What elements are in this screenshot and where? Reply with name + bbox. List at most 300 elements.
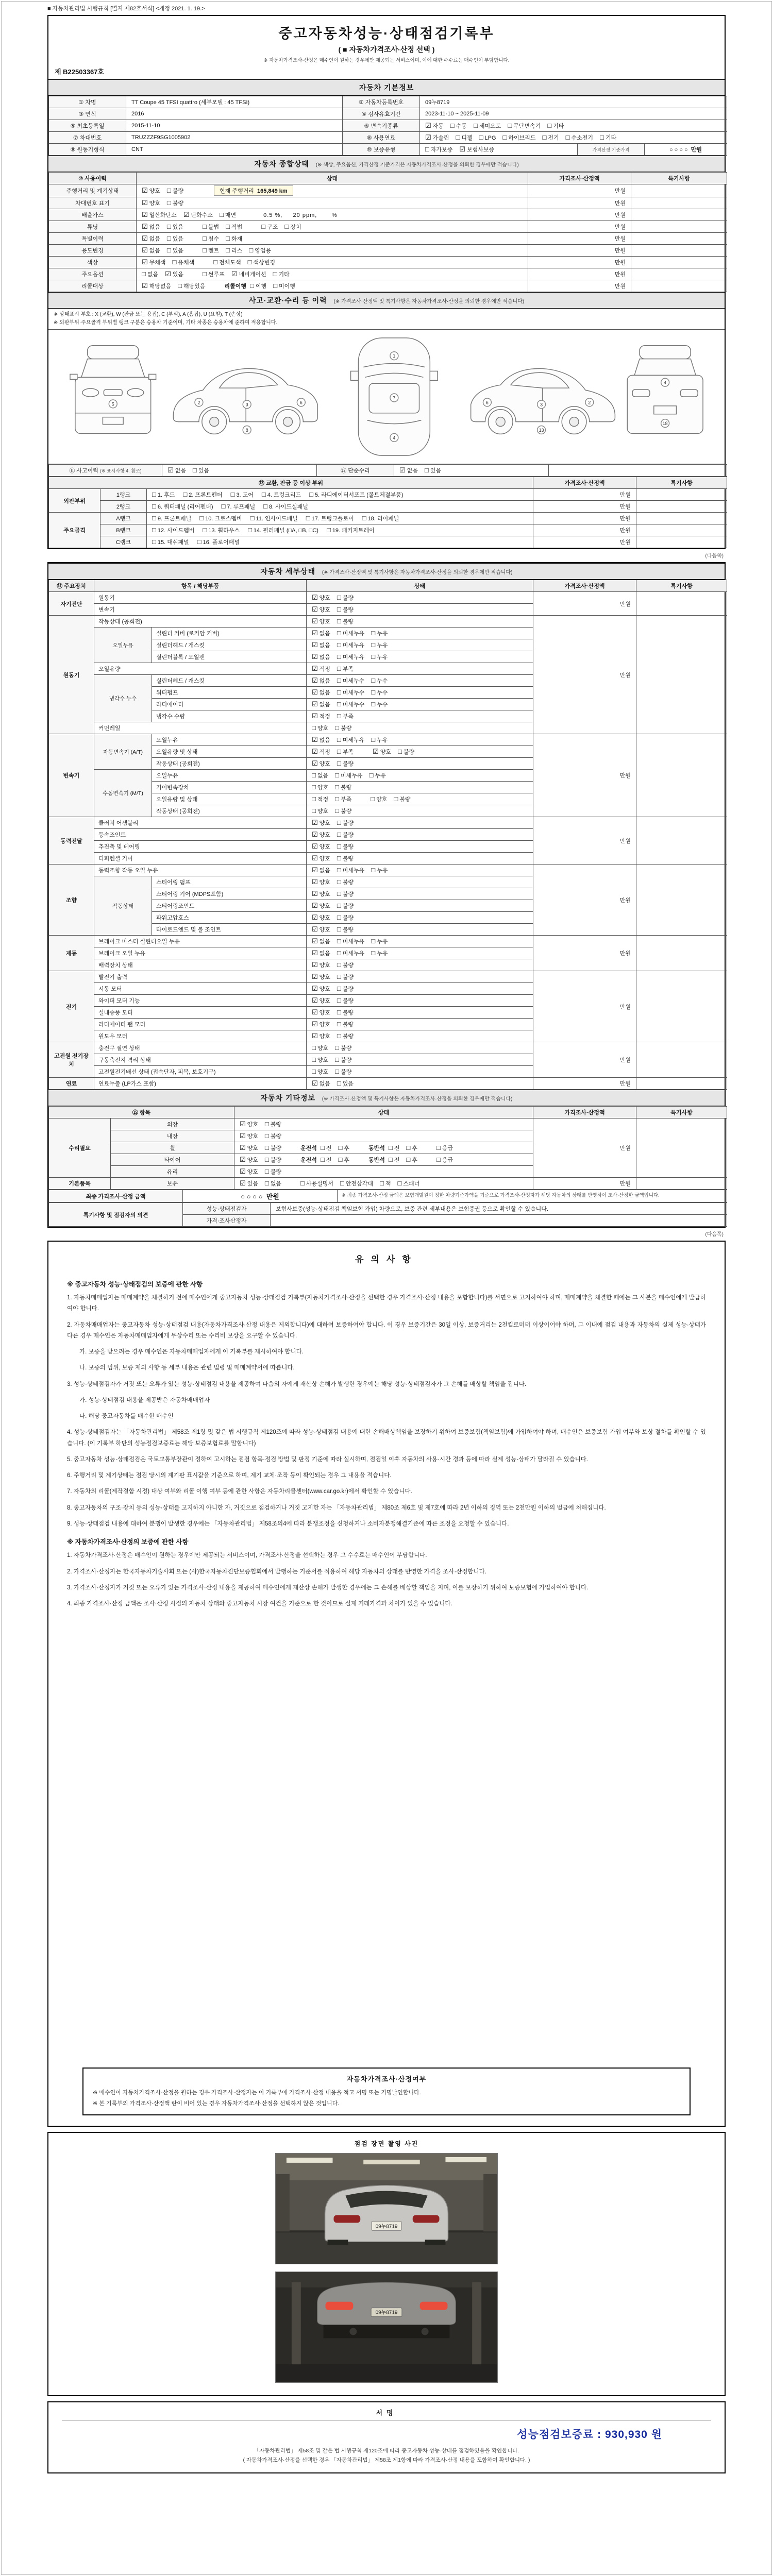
checkbox-option[interactable] [312,700,330,708]
checkbox-option[interactable] [240,1167,258,1176]
checkbox-option[interactable] [142,199,160,207]
option-group [203,270,296,278]
checkbox-option[interactable] [240,1120,258,1128]
checkbox-option[interactable] [399,466,418,474]
checkbox-option[interactable] [503,133,536,142]
checkbox-option[interactable] [167,466,186,474]
checkbox-option[interactable] [265,1179,281,1188]
checkbox-option[interactable] [369,771,386,779]
select-box-title: 자동차가격조사·산정여부 [346,2075,427,2083]
checkbox-option[interactable] [312,1032,330,1040]
checkbox-option[interactable] [566,133,593,142]
checkbox-option[interactable] [547,122,564,130]
checkbox-option[interactable] [203,246,219,255]
rank-label: B랭크 [100,524,147,536]
overall-row [49,245,727,257]
checkbox-option[interactable] [312,1008,330,1016]
checkbox-option[interactable] [380,1179,391,1188]
checkbox-option[interactable] [337,1032,354,1040]
checkbox-option[interactable] [226,246,242,255]
checkbox-option[interactable] [312,890,330,898]
checkbox-option[interactable] [183,490,222,499]
checkbox-option[interactable] [312,594,330,602]
checkbox-option[interactable] [321,1144,332,1152]
checkbox-option[interactable] [425,145,452,154]
row-label: 튜닝 [49,221,137,233]
checkbox-option[interactable] [312,937,330,945]
checkbox-option[interactable] [173,258,195,266]
checkbox-option[interactable] [327,526,375,534]
opinion-who-inspector: 성능·상태점검자 [183,1203,271,1215]
checkbox-option[interactable] [167,187,183,195]
item-label: 오일유량 및 상태 [152,793,307,805]
checkbox-option[interactable] [203,526,240,534]
unchecked-checkbox-icon: □ [337,605,341,613]
checkbox-option[interactable] [312,925,330,934]
checkbox-option[interactable] [265,1120,281,1128]
checkbox-label: 기타 [278,272,290,278]
checkbox-option[interactable] [312,665,330,673]
checkbox-option[interactable] [165,270,183,278]
checkbox-option[interactable] [543,133,559,142]
checkbox-option[interactable] [337,629,364,637]
unchecked-checkbox-icon: □ [172,258,177,266]
section-signature [47,2401,726,2473]
device-group: 원동기 [49,616,94,734]
checkbox-option[interactable] [450,122,467,130]
checkbox-option[interactable] [231,490,254,499]
svg-text:2: 2 [197,400,200,405]
checkbox-option[interactable] [394,795,410,803]
checkbox-option[interactable] [337,653,364,661]
checkbox-option[interactable] [337,854,354,862]
checkbox-option[interactable] [312,866,330,874]
checkbox-option[interactable] [203,223,219,231]
checkbox-option[interactable] [338,1156,349,1164]
checkbox-label: 양호 [317,1057,329,1063]
rank-items [147,524,533,536]
checkbox-option[interactable] [337,712,354,720]
checkbox-label: 매연 [225,212,237,218]
final-price-table [48,1190,727,1202]
sub-group: 자동변속기 (A/T) [94,734,152,770]
checkbox-option[interactable] [312,831,330,839]
checkbox-option[interactable] [240,1132,258,1140]
checkbox-option[interactable] [406,1144,417,1152]
checkbox-option[interactable] [312,854,330,862]
checkbox-option[interactable] [312,783,328,791]
checkbox-option[interactable] [321,1156,332,1164]
checkbox-label: 양호 [317,725,329,732]
checkbox-option[interactable] [312,1044,328,1052]
notes-item: 3. 성능·상태점검자가 거짓 또는 오류가 있는 성능·상태점검 내용을 제공하여 다음의 자에게 재산상 손해가 발생한 경우에는 해당 성능·상태점검자가 그 손해를 배상할 책임을 집니다. [67,1381,527,1387]
option-group [142,270,190,278]
checkbox-option[interactable] [371,676,388,685]
checkbox-option[interactable] [406,1156,417,1164]
checkbox-option[interactable] [248,526,318,534]
checkbox-option[interactable] [371,866,388,874]
checkbox-option[interactable] [312,1020,330,1028]
select-box-line: ※ 본 기록부의 가격조사·산정액 란이 비어 있는 경우 자동차가격조사·산정을 선택하지 않은 것입니다. [93,2100,340,2107]
checkbox-option[interactable] [337,973,354,981]
checkbox-option[interactable] [337,937,364,945]
checkbox-option[interactable] [312,842,330,851]
checkbox-option[interactable] [248,258,275,266]
checkbox-option[interactable] [389,1144,400,1152]
checkbox-option[interactable] [312,736,330,744]
unchecked-checkbox-icon: □ [199,514,204,522]
inspection-photo-2 [275,2272,498,2383]
checkbox-option[interactable] [373,748,391,756]
option-group [312,605,360,614]
section-overall-title: 자동차 종합상태 (※ 색상, 주요옵션, 가격산정 기준가격은 자동차가격조사·산정을 의뢰한 경우에만 적습니다) [48,156,725,172]
checkbox-option[interactable] [167,246,183,255]
checkbox-option[interactable] [312,949,330,957]
checkbox-option[interactable] [220,211,236,219]
checkbox-option[interactable] [335,807,351,815]
exchange-header-row [49,477,727,489]
checkbox-option[interactable] [371,688,388,697]
checkbox-option[interactable] [226,234,242,243]
checkbox-option[interactable] [459,145,494,154]
checkbox-option[interactable] [371,949,388,957]
checkbox-option[interactable] [335,783,351,791]
checkbox-option[interactable] [262,490,301,499]
unchecked-checkbox-icon: □ [424,466,429,474]
checkbox-option[interactable] [312,771,328,779]
panel-category: 외판부위 [49,489,100,513]
checkbox-label: 없음 [319,690,330,696]
checkbox-option[interactable] [337,759,354,768]
section-detail-title: 자동차 세부상태 (※ 가격조사·산정액 및 특기사항은 자동차가격조사·산정을 의뢰한 경우에만 적습니다) [48,563,725,580]
unchecked-checkbox-icon: □ [203,246,207,254]
checkbox-option[interactable] [240,1179,258,1188]
unchecked-checkbox-icon: □ [337,748,341,755]
checkbox-option[interactable] [249,246,271,255]
checkbox-option[interactable] [337,1079,354,1088]
checkbox-option[interactable] [312,605,330,614]
checkbox-option[interactable] [337,605,354,614]
checkbox-option[interactable] [337,866,364,874]
checkbox-option[interactable] [371,629,388,637]
checkbox-option[interactable] [337,617,354,625]
unchecked-checkbox-icon: □ [192,466,197,474]
unchecked-checkbox-icon: □ [337,949,341,957]
checkbox-label: 적정 [317,796,329,803]
rank-items [147,489,533,501]
checkbox-option[interactable] [425,133,449,142]
checkbox-option[interactable] [335,795,351,803]
checkbox-option[interactable] [167,223,183,231]
unchecked-checkbox-icon: □ [312,807,316,815]
item-label: 연료누출 (LP가스 포함) [94,1078,307,1090]
checkbox-option[interactable] [203,270,225,278]
checkbox-option[interactable] [398,748,414,756]
checkbox-option[interactable] [337,641,364,649]
unchecked-checkbox-icon: □ [337,1032,341,1040]
checkbox-option[interactable] [335,724,351,732]
checkbox-option[interactable] [312,748,330,756]
checkbox-option[interactable] [152,502,213,511]
option-group [142,223,190,231]
unchecked-checkbox-icon: □ [474,122,478,129]
checkbox-option[interactable] [167,234,183,243]
checkbox-option[interactable] [142,282,171,290]
checkbox-option[interactable] [338,1144,349,1152]
checkbox-option[interactable] [312,712,330,720]
checkbox-option[interactable] [362,514,399,522]
checkbox-label: LPG [484,135,496,141]
field-value: 2023-11-10 ~ 2025-11-09 [420,108,727,120]
checkbox-option[interactable] [337,890,354,898]
checkbox-option[interactable] [337,949,364,957]
price-cell: 만원 [533,1178,636,1190]
checkbox-option[interactable] [312,795,328,803]
checkbox-option[interactable] [312,1079,330,1088]
checkbox-option[interactable] [312,653,330,661]
option-group-title: 동반석 [368,1145,385,1151]
checkbox-option[interactable] [250,514,298,522]
detail-row [49,1178,727,1190]
checkbox-option[interactable] [508,122,541,130]
checkbox-label: 누수 [377,678,388,684]
item-label: 스티어링조인트 [152,900,307,912]
checkbox-option[interactable] [337,961,354,969]
checkbox-option[interactable] [250,282,266,290]
unchecked-checkbox-icon: □ [479,133,483,141]
checkbox-option[interactable] [398,1179,420,1188]
checkbox-option[interactable] [335,1044,351,1052]
checkbox-option[interactable] [371,937,388,945]
checkbox-option[interactable] [312,985,330,993]
checkbox-option[interactable] [335,771,362,779]
checkbox-label: 양호 [319,974,330,980]
checkbox-option[interactable] [312,617,330,625]
checkbox-option[interactable] [371,653,388,661]
unchecked-checkbox-icon: □ [226,246,230,254]
checkbox-option[interactable] [152,538,189,546]
checkbox-option[interactable] [167,199,183,207]
checkbox-option[interactable] [312,819,330,827]
checkbox-option[interactable] [265,1156,281,1164]
note-cell [631,233,727,245]
checkbox-option[interactable] [389,1156,400,1164]
checkbox-option[interactable] [340,1179,373,1188]
checkbox-label: 불량 [342,986,354,992]
checkbox-option[interactable] [273,282,295,290]
checkbox-label: 양호 [247,1145,258,1151]
unchecked-checkbox-icon: □ [547,122,552,129]
unchecked-checkbox-icon: □ [152,502,156,510]
checkbox-option[interactable] [436,1144,453,1152]
checkbox-label: 일산화탄소 [149,212,177,218]
checkbox-option[interactable] [337,985,354,993]
row-label: 리콜대상 [49,280,137,292]
checkbox-option[interactable] [142,234,160,243]
unchecked-checkbox-icon: □ [337,712,341,720]
rank-row [49,489,727,501]
checkbox-option[interactable] [425,466,441,474]
checkbox-option[interactable] [337,700,364,708]
checkbox-option[interactable] [337,1008,354,1016]
checkbox-option[interactable] [312,913,330,922]
checkbox-option[interactable] [312,996,330,1005]
checkbox-option[interactable] [142,258,166,266]
checkbox-option[interactable] [312,807,328,815]
item-label: 유리 [111,1166,234,1178]
checkbox-option[interactable] [142,270,158,278]
checkbox-option[interactable] [337,688,364,697]
checkbox-option[interactable] [335,1056,351,1064]
checkbox-option[interactable] [152,490,175,499]
checkbox-option[interactable] [312,961,330,969]
checkbox-option[interactable] [152,514,191,522]
rank-label: 2랭크 [100,501,147,513]
checkbox-option[interactable] [312,629,330,637]
item-label: 실린더헤드 / 개스킷 [152,675,307,687]
checkbox-option[interactable] [337,594,354,602]
checkbox-label: 양호 [247,1169,258,1175]
state-cell [307,900,533,912]
accident-history-label: ⑪ 사고이력 (※ 표시사항 4. 참조) [49,465,162,477]
checkbox-option[interactable] [312,1056,328,1064]
checkbox-option[interactable] [337,748,354,756]
checkbox-option[interactable] [152,526,194,534]
checkbox-option[interactable] [312,973,330,981]
checkbox-option[interactable] [312,878,330,886]
unchecked-checkbox-icon: □ [250,514,255,522]
option-group [142,282,212,290]
checkbox-option[interactable] [265,1132,281,1140]
checkbox-option[interactable] [312,902,330,910]
checked-checkbox-icon: ☑ [142,258,148,266]
checkbox-label: 양호 [319,962,330,969]
checkbox-option[interactable] [371,700,388,708]
checkbox-option[interactable] [183,211,213,219]
checked-checkbox-icon: ☑ [312,866,318,874]
checkbox-option[interactable] [337,878,354,886]
checkbox-option[interactable] [312,676,330,685]
checkbox-label: 응급 [442,1145,453,1151]
unchecked-checkbox-icon: □ [542,133,547,141]
checkbox-option[interactable] [337,902,354,910]
checkbox-option[interactable] [309,490,403,499]
checkbox-option[interactable] [312,641,330,649]
option-group [312,949,394,957]
checkbox-option[interactable] [337,665,354,673]
unchecked-checkbox-icon: □ [230,490,235,498]
checkbox-option[interactable] [337,1020,354,1028]
option-group [312,1056,358,1064]
checkbox-option[interactable] [371,641,388,649]
checkbox-option[interactable] [312,688,330,697]
checkbox-option[interactable] [337,676,364,685]
checkbox-option[interactable] [479,133,496,141]
notes-item: 2. 가격조사·산정자는 한국자동차기술사회 또는 (사)한국자동차진단보증협회에서 발행하는 기준서를 적용하여 해당 자동차의 상태를 반영한 가격을 조사·산정합니다. [67,1568,486,1575]
checkbox-label: 없음 [319,939,330,945]
checkbox-option[interactable] [142,187,160,195]
checkbox-option[interactable] [178,282,205,290]
checked-checkbox-icon: ☑ [165,270,171,278]
checkbox-option[interactable] [312,724,328,732]
checkbox-option[interactable] [284,223,301,231]
checkbox-option[interactable] [142,211,177,219]
checkbox-option[interactable] [240,1156,258,1164]
checkbox-option[interactable] [199,514,242,522]
checkbox-option[interactable] [265,1167,281,1176]
checkbox-label: 없음 [319,654,330,660]
checkbox-option[interactable] [261,223,278,231]
checkbox-option[interactable] [265,1144,281,1152]
checkbox-option[interactable] [273,270,290,278]
checkbox-label: 없음 [147,272,159,278]
checkbox-label: 불량 [342,619,354,625]
checkbox-label: 13. 휠하우스 [208,528,240,534]
basic-info-row [49,132,727,144]
checkbox-option[interactable] [312,759,330,768]
state-cell [307,734,533,746]
checkbox-option[interactable] [226,223,242,231]
checkbox-option[interactable] [193,466,209,474]
checkbox-option[interactable] [474,122,501,130]
checkbox-option[interactable] [337,842,354,851]
option-group [312,712,360,720]
overall-row [49,280,727,292]
unchecked-checkbox-icon: □ [450,122,455,129]
checkbox-option[interactable] [337,831,354,839]
checkbox-option[interactable] [371,736,388,744]
checkbox-option[interactable] [197,538,240,546]
checkbox-label: 하이브리드 [508,135,536,141]
checked-checkbox-icon: ☑ [312,676,318,684]
select-box-lines [93,2088,680,2109]
checkbox-option[interactable] [300,1179,333,1188]
checkbox-option[interactable] [213,258,241,266]
checkbox-option[interactable] [221,502,255,511]
checkbox-option[interactable] [337,996,354,1005]
checkbox-option[interactable] [337,913,354,922]
mileage-box: 현재 주행거리 165,849 km [214,185,293,196]
checkbox-label: 18. 리어패널 [367,516,399,522]
checkbox-option[interactable] [436,1156,453,1164]
checkbox-option[interactable] [263,502,308,511]
price-cell: 만원 [533,1078,636,1090]
checkbox-option[interactable] [306,514,354,522]
note-cell [631,221,727,233]
checkbox-option[interactable] [312,1067,328,1076]
checkbox-label: 누유 [377,868,388,874]
checkbox-label: 전 [326,1157,332,1163]
checkbox-option[interactable] [456,133,473,142]
checkbox-option[interactable] [142,246,160,255]
checkbox-option[interactable] [142,223,160,231]
item-label: 변속기 [94,604,307,616]
checkbox-label: 양호 [319,820,330,826]
checkbox-option[interactable] [337,925,354,934]
checkbox-option[interactable] [337,736,364,744]
rank-label: 1랭크 [100,489,147,501]
checkbox-option[interactable] [371,795,387,803]
checkbox-option[interactable] [335,1067,351,1076]
checkbox-option[interactable] [337,819,354,827]
checkbox-option[interactable] [240,1144,258,1152]
checkbox-option[interactable] [203,234,219,243]
checkbox-label: 불량 [340,808,352,815]
checkbox-option[interactable] [425,122,444,130]
unchecked-checkbox-icon: □ [397,748,402,755]
checkbox-option[interactable] [231,270,266,278]
checkbox-option[interactable] [600,133,616,142]
